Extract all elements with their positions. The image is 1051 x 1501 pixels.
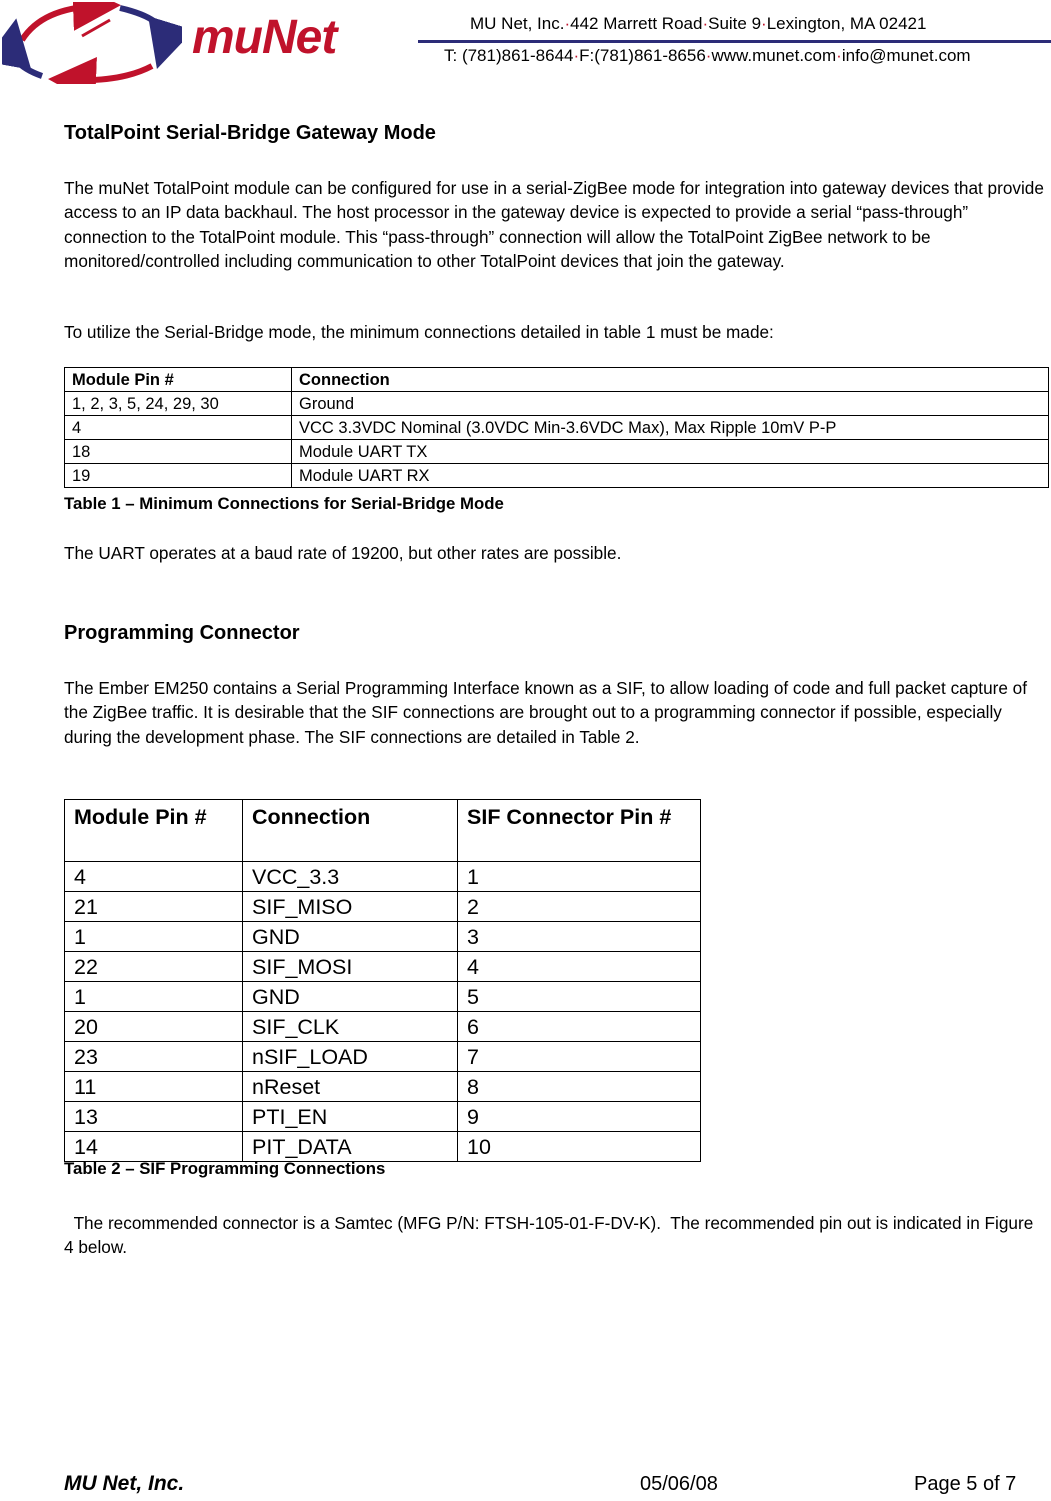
table-cell: 9 (458, 1102, 701, 1132)
table-cell: 18 (65, 440, 292, 464)
connector-note: The recommended connector is a Samtec (MFG P/N: FTSH-105-01-F-DV-K). The recommended pin out is indicated in Figure 4 below. (64, 1213, 1039, 1258)
table-cell: VCC 3.3VDC Nominal (3.0VDC Min-3.6VDC Max), Max Ripple 10mV P-P (292, 416, 1049, 440)
table-row (65, 1072, 701, 1102)
table-cell: 22 (65, 952, 243, 982)
brand-name: muNet (192, 11, 337, 64)
table-cell: 4 (458, 952, 701, 982)
intro-paragraph: The muNet TotalPoint module can be configured for use in a serial-ZigBee mode for integration into gateway devices that provide access to an IP data backhaul. The host processor in the gateway device is expected to provide a serial “pass-through” connection to the TotalPoint module. This “pass-through” connection will allow the TotalPoint ZigBee network to be monitored/controlled including communication to other TotalPoint devices that join the gateway. (64, 178, 1044, 271)
section-heading-serial-bridge: TotalPoint Serial-Bridge Gateway Mode (64, 122, 436, 144)
table-row (65, 440, 1049, 464)
table-cell: Module UART RX (292, 464, 1049, 488)
table-cell: 14 (65, 1132, 243, 1162)
table-cell: SIF_CLK (243, 1012, 458, 1042)
column-header: Module Pin # (65, 800, 243, 862)
table-cell: 13 (65, 1102, 243, 1132)
table-row (65, 1102, 701, 1132)
header-rule (418, 40, 1051, 43)
table-cell: 11 (65, 1072, 243, 1102)
table-row (65, 892, 701, 922)
table-cell: 19 (65, 464, 292, 488)
uart-note: The UART operates at a baud rate of 19200, but other rates are possible. (64, 543, 622, 563)
table-cell: SIF_MOSI (243, 952, 458, 982)
table-cell: 6 (458, 1012, 701, 1042)
column-header: Connection (243, 800, 458, 862)
table2-caption: Table 2 – SIF Programming Connections (64, 1159, 386, 1178)
table-row (65, 1042, 701, 1072)
table-row (65, 1132, 701, 1162)
table-cell: SIF_MISO (243, 892, 458, 922)
company-contact: T: (781)861-8644·F:(781)861-8656·www.munet.com·info@munet.com (444, 46, 971, 65)
table-cell: 2 (458, 892, 701, 922)
table-row (65, 862, 701, 892)
table-cell: GND (243, 982, 458, 1012)
table-cell: nSIF_LOAD (243, 1042, 458, 1072)
section-heading-programming: Programming Connector (64, 622, 300, 644)
table-row (65, 416, 1049, 440)
table-row (65, 392, 1049, 416)
table-cell: 7 (458, 1042, 701, 1072)
table-cell: 3 (458, 922, 701, 952)
table-cell: Module UART TX (292, 440, 1049, 464)
table-cell: nReset (243, 1072, 458, 1102)
table-cell: PIT_DATA (243, 1132, 458, 1162)
table-cell: 1 (65, 922, 243, 952)
table-cell: 21 (65, 892, 243, 922)
min-connections-table (64, 367, 1049, 488)
table-row (65, 1012, 701, 1042)
table-cell: 5 (458, 982, 701, 1012)
table-cell: Ground (292, 392, 1049, 416)
sif-connections-table (64, 799, 701, 1162)
table-row (65, 464, 1049, 488)
table-row (65, 922, 701, 952)
table1-intro: To utilize the Serial-Bridge mode, the minimum connections detailed in table 1 must be made: (64, 322, 774, 342)
table-cell: 1 (65, 982, 243, 1012)
column-header: Connection (292, 368, 1049, 392)
column-header: SIF Connector Pin # (458, 800, 701, 862)
munet-logo-icon (2, 2, 182, 84)
footer-company: MU Net, Inc. (64, 1472, 185, 1495)
table-cell: 1 (458, 862, 701, 892)
footer-date: 05/06/08 (640, 1473, 718, 1495)
table-row (65, 982, 701, 1012)
table-cell: 23 (65, 1042, 243, 1072)
footer-page-number: Page 5 of 7 (914, 1473, 1017, 1495)
table-cell: 4 (65, 416, 292, 440)
company-address: MU Net, Inc.·442 Marrett Road·Suite 9·Lexington, MA 02421 (470, 14, 927, 33)
table-header-row (65, 800, 701, 862)
table-cell: GND (243, 922, 458, 952)
table-cell: 8 (458, 1072, 701, 1102)
table-row (65, 952, 701, 982)
table1-caption: Table 1 – Minimum Connections for Serial-Bridge Mode (64, 494, 504, 513)
table-cell: 10 (458, 1132, 701, 1162)
table-cell: 1, 2, 3, 5, 24, 29, 30 (65, 392, 292, 416)
table-header-row (65, 368, 1049, 392)
sif-paragraph: The Ember EM250 contains a Serial Programming Interface known as a SIF, to allow loading of code and full packet capture of the ZigBee traffic. It is desirable that the SIF connections are brought out to a programming connector if possible, especially during the development phase. The SIF connections are detailed in Table 2. (64, 678, 1028, 747)
table-cell: 20 (65, 1012, 243, 1042)
table-cell: 4 (65, 862, 243, 892)
column-header: Module Pin # (65, 368, 292, 392)
table-cell: VCC_3.3 (243, 862, 458, 892)
table-cell: PTI_EN (243, 1102, 458, 1132)
